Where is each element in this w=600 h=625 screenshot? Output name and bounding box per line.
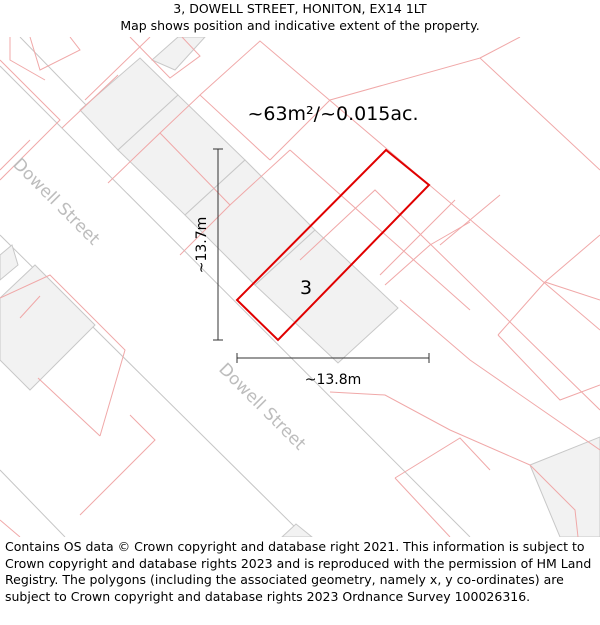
street-label: Dowell Street xyxy=(8,154,104,250)
street-label: Dowell Street xyxy=(214,359,310,455)
width-label: ~13.8m xyxy=(304,372,362,388)
height-label: ~13.7m xyxy=(194,216,210,274)
map-subtitle: Map shows position and indicative extent of the property. xyxy=(120,18,480,33)
plot-number: 3 xyxy=(299,277,313,299)
area-label: ~63m²/~0.015ac. xyxy=(247,103,419,125)
map-canvas[interactable] xyxy=(0,37,600,537)
copyright-notice: Contains OS data © Crown copyright and database right 2021. This information is subject to Crown copyright and database rights 2023 and is reproduced with the permission of HM Land Registry. The polygons (including the associated geometry, namely x, y co-ordinates) are subject to Crown copyright and database rights 2023 Ordnance Survey 100026316. xyxy=(5,539,592,604)
map-header xyxy=(0,0,600,37)
property-address: 3, DOWELL STREET, HONITON, EX14 1LT xyxy=(173,1,427,16)
